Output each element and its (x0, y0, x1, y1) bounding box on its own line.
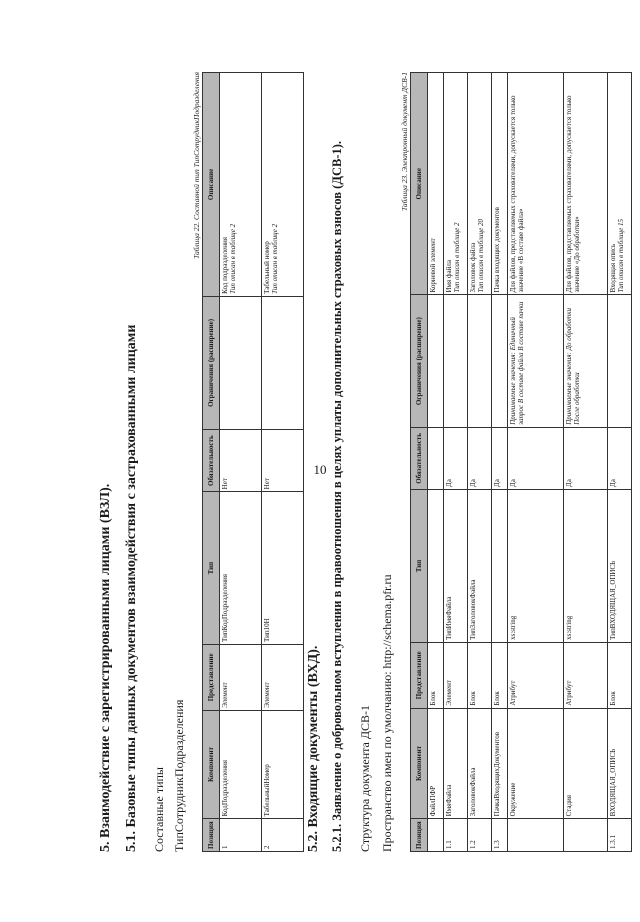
table-header: Представление (203, 644, 220, 710)
cell-component: ЗаголовокФайла (468, 708, 492, 819)
cell-description (492, 73, 508, 296)
table-row (564, 73, 608, 852)
table-header: Обязательность (411, 427, 428, 489)
table-22-caption: Таблица 22. Составной тип ТипСотрудникПодразделения (192, 72, 201, 259)
cell-limits (608, 295, 632, 427)
cell-description (508, 73, 564, 296)
table-row (468, 73, 492, 852)
cell-component: ИмяФайла (444, 708, 468, 819)
cell-type: xs:string (508, 490, 564, 643)
table-row (262, 73, 304, 852)
cell-representation: Блок (608, 642, 632, 708)
cell-position (508, 819, 564, 852)
cell-description (220, 73, 262, 297)
description-text: Входящая опись (609, 243, 617, 293)
cell-description (468, 73, 492, 296)
table-row (608, 73, 632, 852)
cell-limits (492, 295, 508, 427)
description-text: Для файлов, представляемых страхователями, допускается только значение «В составе файла» (509, 95, 526, 293)
cell-limits (468, 295, 492, 427)
cell-position: 1.3.1 (608, 819, 632, 852)
type-name-label: ТипСотрудникПодразделения (172, 699, 186, 852)
cell-position: 1.2 (468, 819, 492, 852)
description-note: Тип описан в таблице 20 (477, 219, 486, 293)
structure-label: Структура документа ДСВ-1 (358, 704, 372, 852)
table-header: Позиция (411, 819, 428, 852)
cell-type: ТипВХОДЯЩАЯ_ОПИСЬ (608, 490, 632, 643)
description-text: Код подразделения (221, 237, 229, 294)
table-header: Тип (411, 490, 428, 643)
cell-required: Да (444, 427, 468, 489)
table-header: Тип (203, 492, 220, 645)
cell-position: 1 (220, 819, 262, 852)
description-text: Заголовок файла (469, 242, 477, 293)
table-header: Представление (411, 642, 428, 708)
rotated-page-content (80, 72, 626, 852)
table-row (444, 73, 468, 852)
cell-position (564, 819, 608, 852)
cell-component: КодПодразделения (220, 710, 262, 819)
cell-required: Да (508, 427, 564, 489)
cell-limits (428, 295, 444, 427)
table-row (428, 73, 444, 852)
description-text: Табельный номер (263, 241, 271, 294)
description-note: Тип описан в таблице 2 (271, 223, 280, 294)
cell-limits: Принимаемые значения: Единичный запрос В составе файла В составе пачки (508, 295, 564, 427)
cell-position (428, 819, 444, 852)
cell-component: ТабельныйНомер (262, 710, 304, 819)
table-header: Описание (411, 73, 428, 296)
table-header: Обязательность (203, 429, 220, 491)
cell-required: Нет (220, 429, 262, 491)
cell-type: ТипЗаголовокФайла (468, 490, 492, 643)
description-text: Пачка входящих документов (493, 207, 501, 293)
description-note: Тип описан в таблице 2 (453, 222, 462, 293)
table-23 (410, 72, 632, 852)
cell-representation: Атрибут (508, 642, 564, 708)
cell-position: 1.1 (444, 819, 468, 852)
cell-description (444, 73, 468, 296)
cell-description (428, 73, 444, 296)
table-23-caption: Таблица 23. Электронный документ ДСВ-1 (400, 72, 409, 212)
table-header: Ограничения (расширение) (411, 295, 428, 427)
composite-types-label: Составные типы (152, 767, 166, 852)
cell-position: 1.3 (492, 819, 508, 852)
cell-required: Нет (262, 429, 304, 491)
cell-type: ТипКодПодразделения (220, 492, 262, 645)
table-row (492, 73, 508, 852)
cell-required: Да (564, 427, 608, 489)
cell-representation: Элемент (262, 644, 304, 710)
table-header: Ограничения (расширение) (203, 296, 220, 429)
table-header: Описание (203, 73, 220, 297)
cell-required: Да (608, 427, 632, 489)
cell-limits (220, 296, 262, 429)
description-note: Тип описан в таблице 15 (617, 219, 626, 293)
cell-description (262, 73, 304, 297)
cell-required: Да (492, 427, 508, 489)
cell-position: 2 (262, 819, 304, 852)
cell-component: Стадия (564, 708, 608, 819)
description-text: Для файлов, представляемых страхователями, допускается только значение «До обработки» (565, 95, 582, 293)
cell-type: Тип10Н (262, 492, 304, 645)
cell-type: ТипИмяФайла (444, 490, 468, 643)
cell-limits (262, 296, 304, 429)
cell-representation: Элемент (220, 644, 262, 710)
cell-component: ПачкаВходящихДокументов (492, 708, 508, 819)
cell-description (564, 73, 608, 296)
cell-type (492, 490, 508, 643)
table-header: Компонент (411, 708, 428, 819)
cell-required: Да (468, 427, 492, 489)
table-header: Позиция (203, 819, 220, 852)
table-row (508, 73, 564, 852)
table-22 (202, 72, 304, 852)
cell-description (608, 73, 632, 296)
description-note: Тип описан в таблице 2 (229, 223, 238, 294)
cell-component: ВХОДЯЩАЯ_ОПИСЬ (608, 708, 632, 819)
cell-representation: Блок (492, 642, 508, 708)
cell-component: ФайлПФР (428, 708, 444, 819)
section-heading-5-2: 5.2. Входящие документы (ВХД). (306, 645, 321, 852)
cell-representation: Элемент (444, 642, 468, 708)
cell-limits: Принимаемые значения: До обработки После обработки (564, 295, 608, 427)
table-header: Компонент (203, 710, 220, 819)
page-number: 10 (313, 462, 327, 477)
namespace-label: Пространство имен по умолчанию: http://schema.pfr.ru (380, 574, 394, 852)
section-heading-5-1: 5.1. Базовые типы данных документов взаимодействия с застрахованными лицами (124, 324, 139, 852)
cell-representation: Блок (428, 642, 444, 708)
section-heading-5-2-1: 5.2.1. Заявление о добровольном вступлении в правоотношения в целях уплаты дополнительных страховых взносов (ДСВ-1). (330, 140, 344, 852)
cell-type: xs:string (564, 490, 608, 643)
cell-representation: Атрибут (564, 642, 608, 708)
table-row (220, 73, 262, 852)
description-text: Имя файла (445, 260, 453, 293)
section-heading-5: 5. Взаимодействие с зарегистрированными лицами (ВЗЛ). (98, 483, 113, 852)
cell-limits (444, 295, 468, 427)
description-text: Корневой элемент (429, 238, 437, 293)
cell-component: Окружение (508, 708, 564, 819)
cell-required (428, 427, 444, 489)
cell-type (428, 490, 444, 643)
cell-representation: Блок (468, 642, 492, 708)
